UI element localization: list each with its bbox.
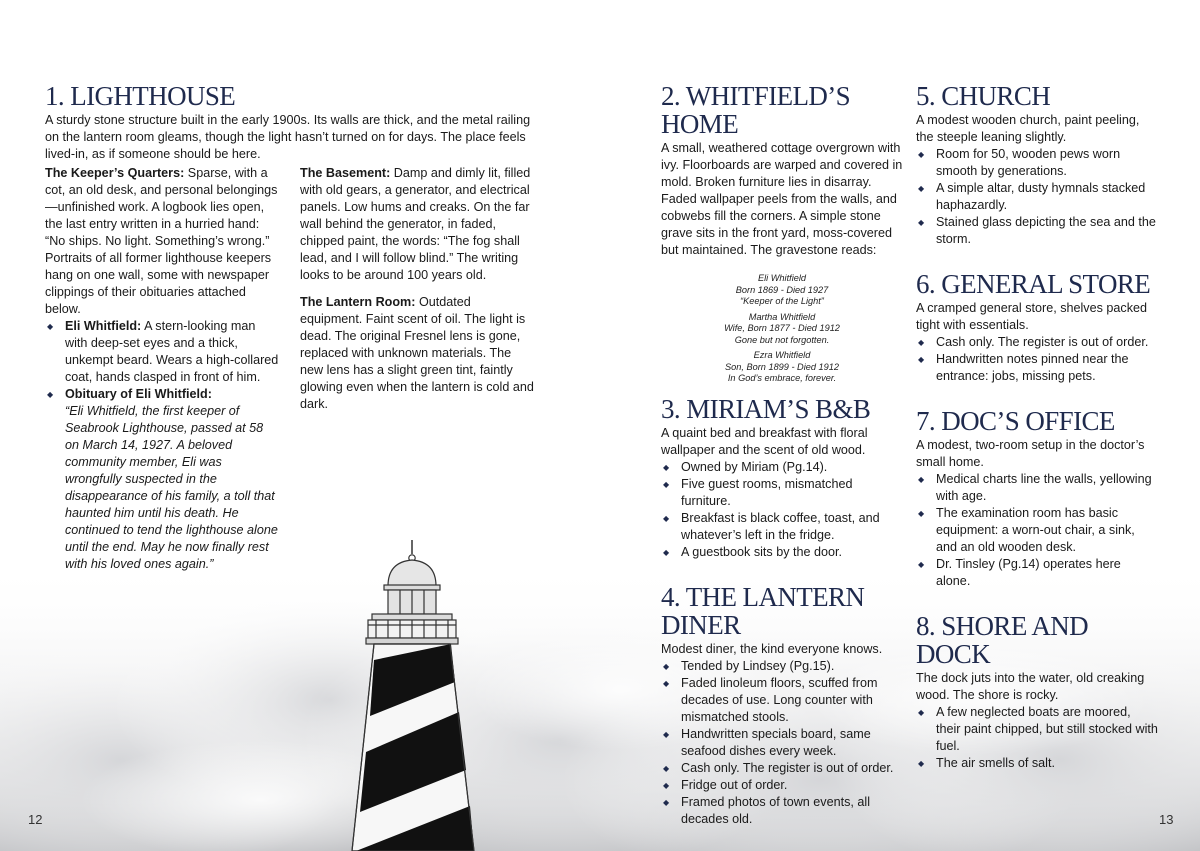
gravestone-inscription [661, 273, 903, 385]
right-page-column-1 [661, 82, 903, 828]
keepers-quarters-text: Sparse, with a cot, an old desk, and personal belongings—unfinished work. A logbook lies open, the last entry written in a hurried hand: “No ships. No light. Something’s wrong.” Portraits of all former lighthouse keepers hang on one wall, some with newspaper clippings of their obituaries attached below. [45, 166, 278, 316]
section-title-whitfield: 2. WHITFIELD’S HOME [661, 81, 851, 139]
list-item: ◆ A guestbook sits by the door. [661, 544, 903, 561]
section-title-diner: 4. THE LANTERN DINER [661, 581, 865, 640]
basement-label: The Basement: [300, 166, 391, 180]
grave-dates: Wife, Born 1877 - Died 1912 [724, 323, 840, 333]
list-item: ◆ Handwritten specials board, same seafood dishes every week. [661, 726, 903, 760]
section-title-lighthouse: 1. LIGHTHOUSE [45, 81, 236, 111]
right-page-column-2 [916, 82, 1158, 772]
list-item: ◆ Tended by Lindsey (Pg.15). [661, 658, 903, 675]
eli-whitfield-text: A stern-looking man with deep-set eyes and a thick, unkempt beard. Wears a high-collared coat, hands clasped in front of him. [65, 319, 279, 384]
dock-list [916, 704, 1158, 772]
grave-dates: Born 1869 - Died 1927 [735, 284, 829, 295]
grave-entry [661, 312, 903, 347]
lantern-room-text: Outdated equipment. Faint scent of oil. The light is dead. The original Fresnel lens is gone, replaced with unknown materials. The new lens has a slight green tint, faintly glowing even when the lantern is cold and dark. [300, 295, 534, 411]
obituary-text: “Eli Whitfield, the first keeper of Seabrook Lighthouse, passed at 58 on March 14, 1927. A beloved community member, Eli was wrongfully suspected in the disappearance of his family, a toll that haunted him until his death. He continued to tend the lighthouse alone until the end. May he now finally rest with his loved ones again.” [65, 404, 278, 571]
list-item: ◆ Five guest rooms, mismatched furniture. [661, 476, 903, 510]
list-item: ◆ Owned by Miriam (Pg.14). [661, 459, 903, 476]
lighthouse-column-left [45, 165, 280, 573]
obituary-label: Obituary of Eli Whitfield: [65, 387, 212, 401]
list-item: ◆ Room for 50, wooden pews worn smooth by generations. [916, 146, 1158, 180]
lighthouse-column-right [300, 165, 535, 413]
doc-intro: A modest, two-room setup in the doctor’s small home. [916, 438, 1145, 469]
doc-list [916, 471, 1158, 590]
basement-text: Damp and dimly lit, filled with old gears, a generator, and electrical panels. Low hums and creaks. On the far wall behind the generator, in faded, chipped paint, the words: “The fog shall lead, and I will follow blind.” The writing looks to be around 100 years old. [300, 166, 531, 282]
list-item: ◆ The air smells of salt. [916, 755, 1158, 772]
list-item: ◆ A few neglected boats are moored, their paint chipped, but still stocked with fuel. [916, 704, 1158, 755]
grave-name: Ezra Whitfield [753, 350, 811, 360]
list-item: ◆ Cash only. The register is out of order. [661, 760, 903, 777]
page-number-right: 13 [1159, 812, 1174, 827]
section-title-church: 5. CHURCH [916, 81, 1051, 111]
list-item: ◆ Cash only. The register is out of order. [916, 334, 1158, 351]
section-title-miriam: 3. MIRIAM’S B&B [661, 393, 871, 424]
eli-whitfield-label: Eli Whitfield: [65, 319, 142, 333]
list-item: ◆ Dr. Tinsley (Pg.14) operates here alone. [916, 556, 1158, 590]
page-number-left: 12 [28, 812, 43, 827]
keepers-quarters-label: The Keeper’s Quarters: [45, 166, 185, 180]
store-list [916, 334, 1158, 385]
grave-name: Eli Whitfield [758, 273, 806, 283]
list-item: ◆ The examination room has basic equipment: a worn-out chair, a sink, and an old wooden desk. [916, 505, 1158, 556]
lantern-room-label: The Lantern Room: [300, 295, 416, 309]
store-intro: A cramped general store, shelves packed tight with essentials. [916, 301, 1148, 332]
grave-epitaph: In God’s embrace, forever. [727, 373, 837, 383]
list-item [45, 318, 280, 386]
miriam-list [661, 459, 903, 561]
section-title-doc: 7. DOC’S OFFICE [916, 406, 1115, 436]
church-list [916, 146, 1158, 248]
miriam-intro: A quaint bed and breakfast with floral wallpaper and the scent of old wood. [661, 425, 868, 457]
diner-intro: Modest diner, the kind everyone knows. [661, 641, 883, 656]
dock-intro: The dock juts into the water, old creaking wood. The shore is rocky. [916, 671, 1145, 702]
grave-name: Martha Whitfield [748, 311, 816, 322]
list-item: ◆ Handwritten notes pinned near the entrance: jobs, missing pets. [916, 351, 1158, 385]
portraits-list [45, 318, 280, 573]
grave-dates: Son, Born 1899 - Died 1912 [725, 361, 839, 372]
list-item: ◆ Breakfast is black coffee, toast, and whatever’s left in the fridge. [661, 510, 903, 544]
lighthouse-intro: A sturdy stone structure built in the early 1900s. Its walls are thick, and the metal railing on the lantern room gleams, though the light hasn’t turned on for days. The place feels lived-in, as if someone should be here. [45, 113, 531, 161]
list-item [45, 386, 280, 573]
diner-list [661, 658, 903, 828]
section-title-dock: 8. SHORE AND DOCK [916, 611, 1089, 669]
list-item: ◆ Faded linoleum floors, scuffed from decades of use. Long counter with mismatched stools. [661, 675, 903, 726]
list-item: ◆ Framed photos of town events, all decades old. [661, 794, 903, 828]
list-item: ◆ A simple altar, dusty hymnals stacked haphazardly. [916, 180, 1158, 214]
list-item: ◆ Fridge out of order. [661, 777, 903, 794]
section-title-store: 6. GENERAL STORE [916, 269, 1151, 299]
lighthouse-section [45, 82, 535, 163]
whitfield-intro: A small, weathered cottage overgrown with ivy. Floorboards are warped and covered in mold. Broken furniture lies in disarray. Faded wallpaper peels from the walls, and cobwebs fill the corners. A simple stone grave sits in the front yard, moss-covered but maintained. The gravestone reads: [661, 141, 903, 257]
list-item: ◆ Stained glass depicting the sea and the storm. [916, 214, 1158, 248]
grave-entry [661, 273, 903, 308]
grave-epitaph: Gone but not forgotten. [734, 334, 830, 345]
list-item: ◆ Medical charts line the walls, yellowing with age. [916, 471, 1158, 505]
grave-epitaph: “Keeper of the Light” [740, 296, 824, 306]
church-intro: A modest wooden church, paint peeling, the steeple leaning slightly. [916, 113, 1140, 144]
grave-entry [661, 350, 903, 385]
